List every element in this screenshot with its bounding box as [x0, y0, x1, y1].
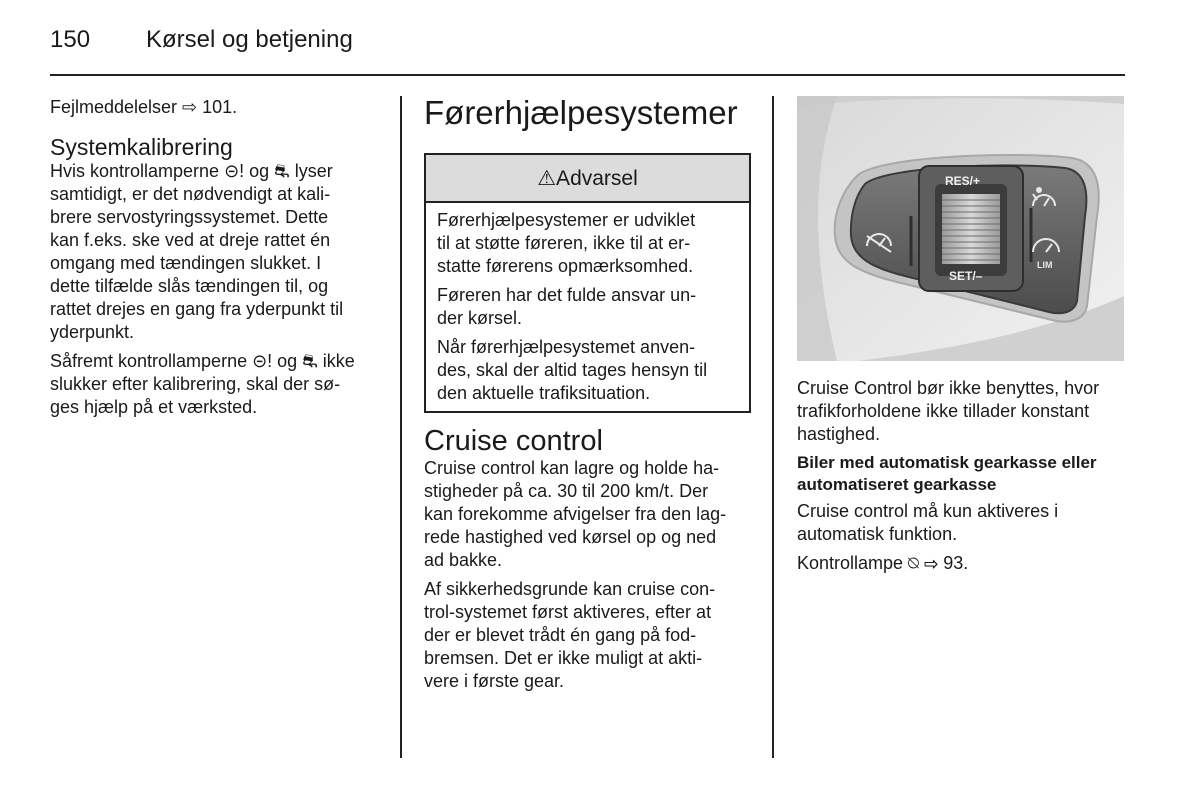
- warning-body: [426, 203, 749, 411]
- automatic-gearbox-heading: Biler med automatisk gearkasse eller automatiseret gearkasse: [797, 453, 1097, 494]
- warning-paragraph: Føreren har det fulde ansvar un- der kørsel.: [437, 285, 697, 328]
- cruise-paragraph: Af sikkerhedsgrunde kan cruise con- trol-systemet først aktiveres, efter at der er blevet trådt én gang på fod- bremsen. Det er ikke muligt at akti- vere i første gear.: [424, 579, 716, 691]
- error-reference: Fejlmeddelelser ⇨ 101.: [50, 97, 238, 117]
- calibration-heading: Systemkalibrering: [50, 134, 233, 160]
- left-column: [50, 96, 390, 425]
- header-rule: [50, 74, 1125, 76]
- warning-box: [424, 153, 751, 413]
- page-number: 150: [50, 26, 91, 53]
- cruise-usage-paragraph: Cruise Control bør ikke benyttes, hvor trafikforholdene ikke tillader konstant hastighed.: [797, 378, 1100, 444]
- workshop-paragraph: Såfremt kontrollamperne ⊝! og ⛐ ikke slukker efter kalibrering, skal der sø- ges hjælp på et værksted.: [50, 351, 355, 417]
- column-divider-left: [400, 96, 402, 758]
- calibration-paragraph: Hvis kontrollamperne ⊝! og ⛐ lyser samtidigt, er det nødvendigt at kali- brere servostyringssystemet. Dette kan f.eks. ske ved at dreje rattet én omgang med tændingen slukket. I dette tilfælde slås tændingen til, og rattet drejes en gang fra yderpunkt til yderpunkt.: [50, 161, 344, 342]
- res-plus-label: RES/+: [945, 174, 981, 188]
- right-column: [797, 377, 1127, 581]
- automatic-mode-paragraph: Cruise control må kun aktiveres i automatisk funktion.: [797, 501, 1059, 544]
- lim-label: LIM: [1037, 260, 1053, 270]
- chapter-title: Førerhjælpesystemer: [424, 94, 738, 131]
- cruise-control-heading: Cruise control: [424, 425, 603, 457]
- warning-paragraph: Når førerhjælpesystemet anven- des, skal der altid tages hensyn til den aktuelle trafiksituation.: [437, 337, 708, 403]
- control-lamp-reference: Kontrollampe ⍉ ⇨ 93.: [797, 553, 969, 573]
- warning-header: [426, 155, 749, 203]
- column-divider-right: [772, 96, 774, 758]
- warning-title: ⚠Advarsel: [537, 166, 638, 190]
- set-minus-label: SET/–: [949, 269, 983, 283]
- middle-column: [424, 94, 754, 699]
- section-title: Kørsel og betjening: [146, 26, 353, 53]
- steering-wheel-controls-photo: [797, 96, 1124, 361]
- cruise-paragraph: Cruise control kan lagre og holde ha- stigheder på ca. 30 til 200 km/t. Der kan forekomme afvigelser fra den lag- rede hastighed ved kørsel op og ned ad bakke.: [424, 458, 727, 570]
- warning-paragraph: Førerhjælpesystemer er udviklet til at støtte føreren, ikke til at er- statte førerens opmærksomhed.: [437, 210, 696, 276]
